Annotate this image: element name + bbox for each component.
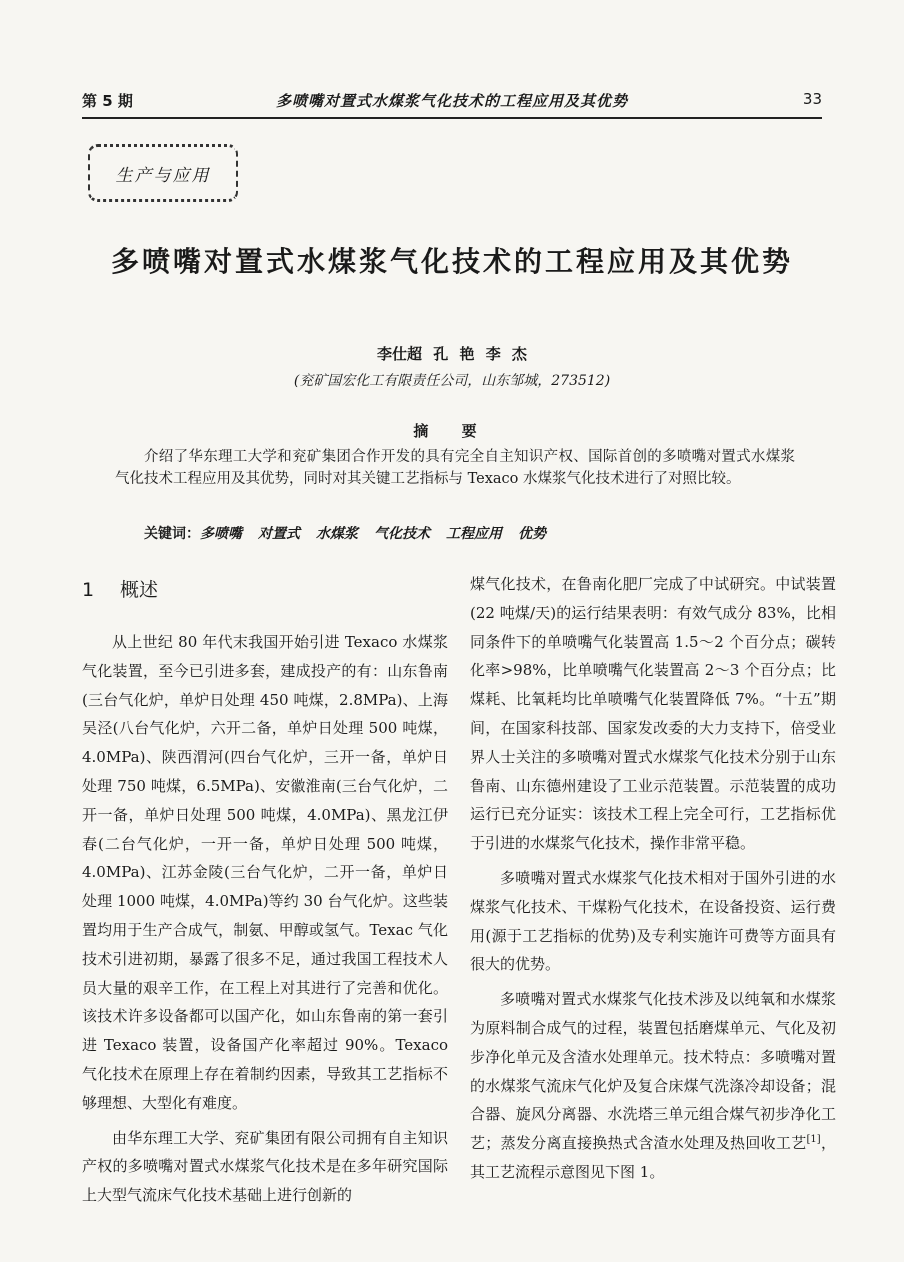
section-title: 概述: [120, 579, 159, 601]
author-affiliation: (兖矿国宏化工有限责任公司，山东邹城，273512): [293, 373, 611, 389]
citation-ref: [1]: [806, 1134, 821, 1146]
keywords-label: 关键词：: [144, 526, 200, 542]
body-paragraph: 由华东理工大学、兖矿集团有限公司拥有自主知识产权的多喷嘴对置式水煤浆气化技术是在多年研究国际上大型气流床气化技术基础上进行创新的: [82, 1128, 448, 1205]
abstract-heading: 摘 要: [413, 422, 491, 440]
body-paragraph: 多喷嘴对置式水煤浆气化技术相对于国外引进的水煤浆气化技术、干煤粉气化技术，在设备投资、运行费用(源于工艺指标的优势)及专利实施许可费等方面具有很大的优势。: [470, 868, 836, 974]
keyword: 气化技术: [374, 526, 430, 542]
body-paragraph: [470, 985, 836, 1187]
running-title: 多喷嘴对置式水煤浆气化技术的工程应用及其优势: [275, 92, 628, 110]
section-heading: [82, 572, 448, 608]
keywords-line: [144, 523, 562, 543]
paragraph-text: 多喷嘴对置式水煤浆气化技术涉及以纯氧和水煤浆为原料制合成气的过程，装置包括磨煤单元、气化及初步净化单元及含渣水处理单元。技术特点：多喷嘴对置的水煤浆气流床气化炉及复合床煤气洗涤冷却设备；混合器、旋风分离器、水洗塔三单元组合煤气初步净化工艺；蒸发分离直接换热式含渣水处理及热回收工艺: [470, 990, 836, 1153]
abstract-text: 介绍了华东理工大学和兖矿集团合作开发的具有完全自主知识产权、国际首创的多喷嘴对置式水煤浆气化技术工程应用及其优势，同时对其关键工艺指标与 Texaco 水煤浆气化技术进行了对照比较。: [115, 449, 795, 487]
header-rule: [82, 117, 822, 119]
right-column: [470, 570, 836, 1187]
section-tag-label: 生产与应用: [115, 165, 211, 186]
keyword: 水煤浆: [316, 526, 358, 542]
keyword: 优势: [518, 526, 546, 542]
running-header: [82, 90, 822, 118]
issue-number: 第 5 期: [82, 92, 133, 110]
section-number: 1: [82, 579, 95, 601]
paragraph-tail: ，其工艺流程示意图见下图 1。: [470, 1134, 836, 1181]
left-column: [82, 572, 448, 1210]
section-tag: [88, 144, 238, 202]
body-paragraph: 从上世纪 80 年代末我国开始引进 Texaco 水煤浆气化装置，至今已引进多套，建成投产的有：山东鲁南(三台气化炉，单炉日处理 450 吨煤，2.8MPa)、上海吴泾(八台气化炉，六开二备，单炉日处理 500 吨煤，4.0MPa)、陕西渭河(四台气化炉，三开一备，单炉日处理 750 吨煤，6.5MPa)、安徽淮南(三台气化炉，二开一备，单炉日处理 500 吨煤，4.0MPa)、黑龙江伊春(二台气化炉，一开一备，单炉日处理 500 吨煤，4.0MPa)、江苏金陵(三台气化炉，二开一备，单炉日处理 1000 吨煤，4.0MPa)等约 30 台气化炉。这些装置均用于生产合成气，制氨、甲醇或氢气。Texac 气化技术引进初期，暴露了很多不足，通过我国工程技术人员大量的艰辛工作，在工程上对其进行了完善和优化。该技术许多设备都可以国产化，如山东鲁南的第一套引进 Texaco 装置，设备国产化率超过 90%。Texaco 气化技术在原理上存在着制约因素，导致其工艺指标不够理想、大型化有难度。: [82, 633, 448, 1112]
keyword: 对置式: [258, 526, 300, 542]
keyword: 多喷嘴: [200, 526, 242, 542]
body-paragraph-continued: 煤气化技术，在鲁南化肥厂完成了中试研究。中试装置(22 吨煤/天)的运行结果表明：有效气成分 83%，比相同条件下的单喷嘴气化装置高 1.5～2 个百分点；碳转化率>98%，比单喷嘴气化装置高 2～3 个百分点；比煤耗、比氧耗均比单喷嘴气化装置降低 7%。“十五”期间，在国家科技部、国家发改委的大力支持下，倍受业界人士关注的多喷嘴对置式水煤浆气化技术分别于山东鲁南、山东德州建设了工业示范装置。示范装置的成功运行已充分证实：该技术工程上完全可行，工艺指标优于引进的水煤浆气化技术，操作非常平稳。: [470, 575, 836, 853]
author-list: 李仕超 孔 艳 李 杰: [377, 345, 527, 363]
keyword: 工程应用: [446, 526, 502, 542]
article-title: 多喷嘴对置式水煤浆气化技术的工程应用及其优势: [110, 245, 793, 278]
page-number: 33: [802, 90, 822, 108]
